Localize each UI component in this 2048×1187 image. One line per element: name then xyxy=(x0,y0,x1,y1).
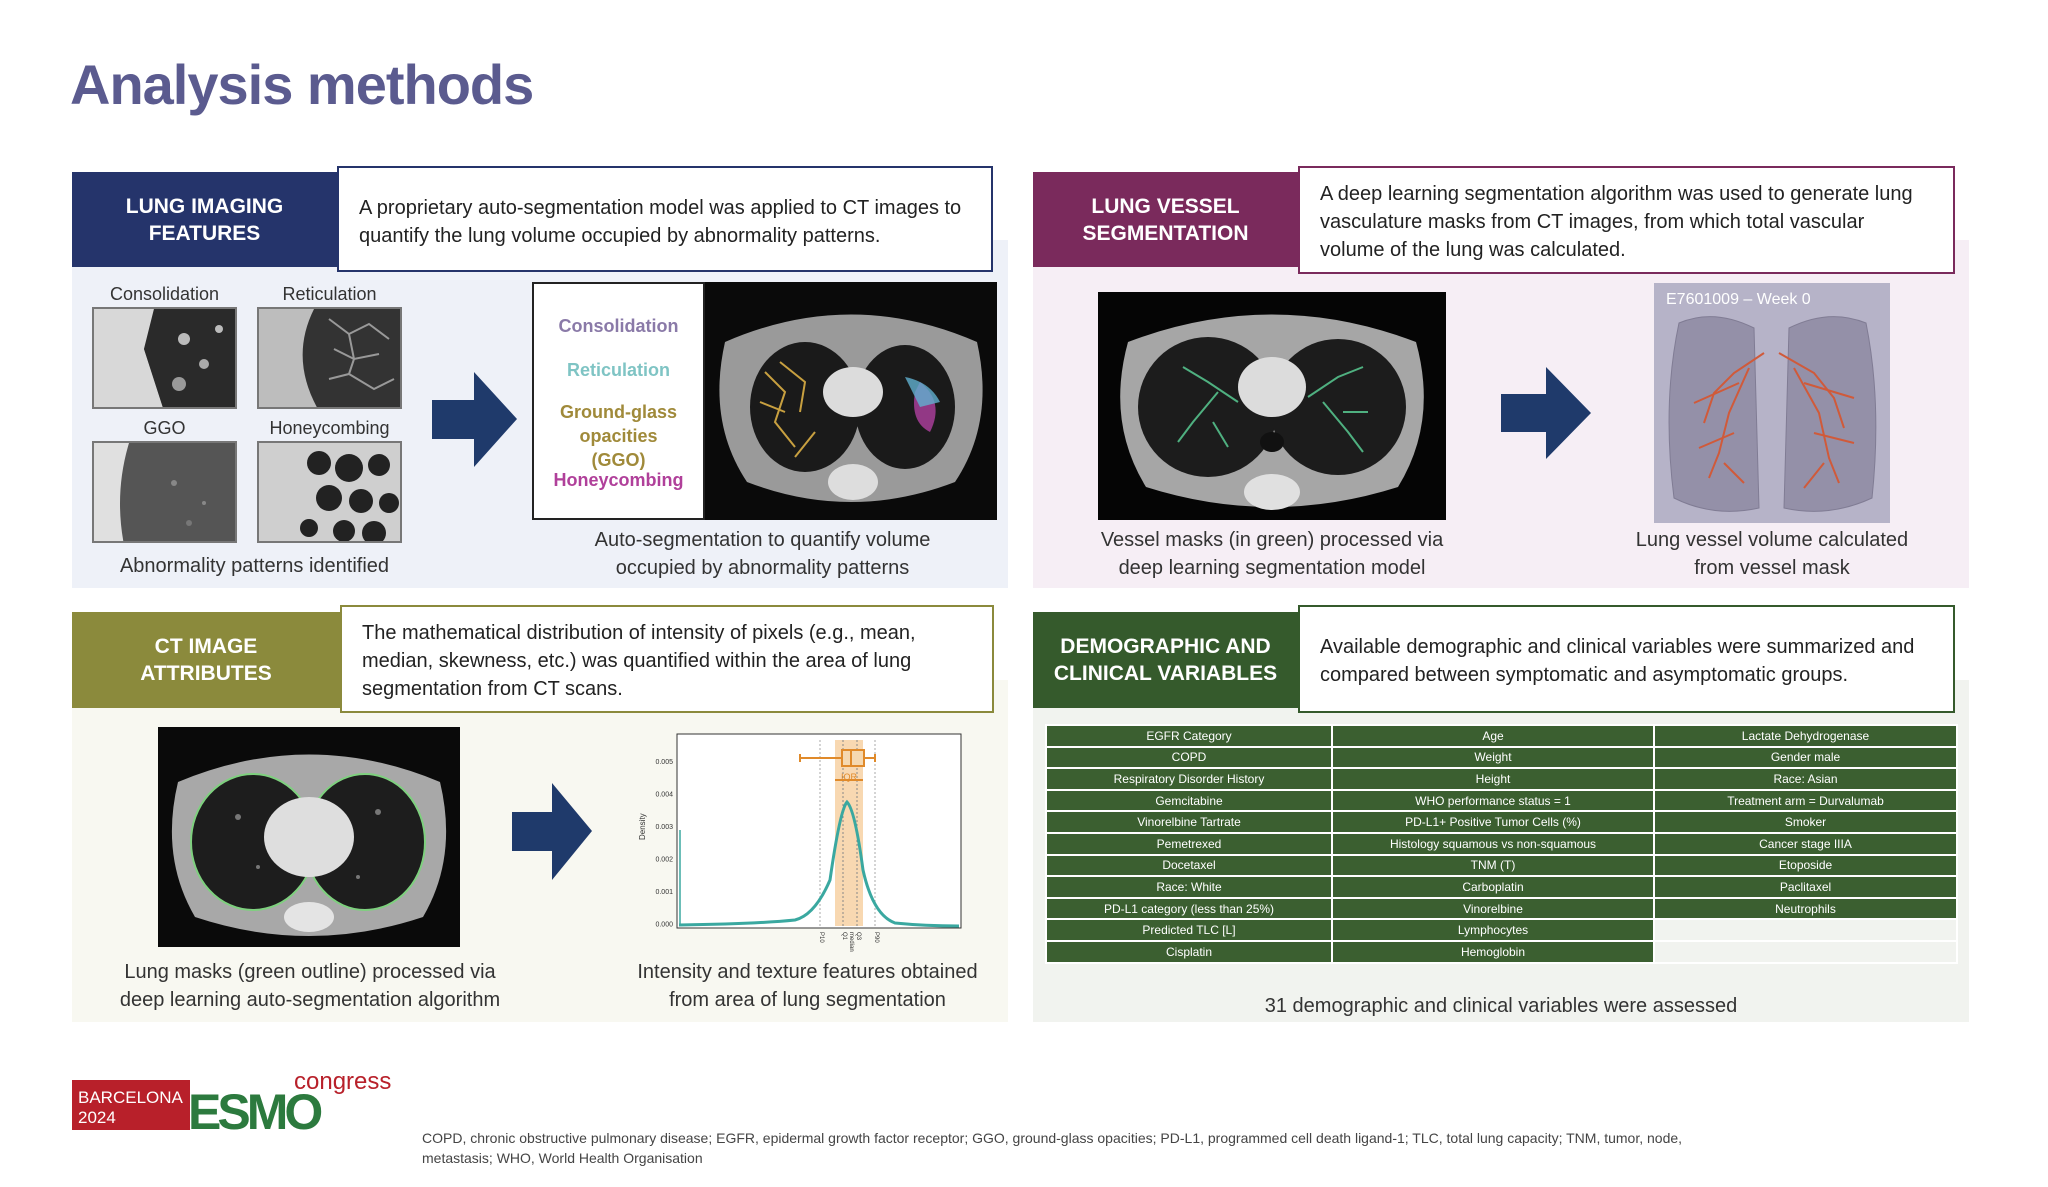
table-row xyxy=(1046,833,1957,855)
variables-caption: 31 demographic and clinical variables were assessed xyxy=(1264,995,1738,1017)
intensity-histogram xyxy=(635,730,965,962)
abnormality-legend xyxy=(532,282,705,520)
lung-vessel-description-text: A deep learning segmentation algorithm was used to generate lung vasculature masks from CT images, from which total vascular volume of the lung was calculated. xyxy=(1320,183,1913,261)
histogram-xmark: median xyxy=(848,932,854,952)
table-row xyxy=(1046,876,1957,898)
lung-vessel-description xyxy=(1298,166,1955,274)
lung-imaging-description xyxy=(337,166,993,272)
table-cell: TNM (T) xyxy=(1332,855,1654,877)
logo-city: BARCELONA xyxy=(78,1088,183,1107)
page-title: Analysis methods xyxy=(70,53,534,116)
legend-honeycombing: Honeycombing xyxy=(553,470,684,490)
table-cell: Cancer stage IIIA xyxy=(1654,833,1957,855)
histogram-xmark: P10 xyxy=(818,932,824,943)
table-cell: Age xyxy=(1332,725,1654,747)
pattern-label-consolidation: Consolidation xyxy=(109,284,220,304)
histogram-xmark: P90 xyxy=(873,932,879,943)
lung-imaging-header xyxy=(72,172,337,267)
lung-vessel-header-text: LUNG VESSEL SEGMENTATION xyxy=(1082,194,1249,245)
vessel-volume-3d-image xyxy=(1654,283,1890,523)
consolidation-image xyxy=(92,307,237,409)
lung-mask-caption: Lung masks (green outline) processed via deep learning auto-segmentation algorithm xyxy=(119,961,501,1011)
histogram-ytick: 0.001 xyxy=(655,889,673,896)
legend-reticulation: Reticulation xyxy=(566,360,670,380)
table-cell: Gemcitabine xyxy=(1046,790,1332,812)
table-row xyxy=(1046,747,1957,769)
ct-attributes-description xyxy=(340,605,994,713)
demographic-header-text: DEMOGRAPHIC AND CLINICAL VARIABLES xyxy=(1053,635,1278,685)
table-cell: Gender male xyxy=(1654,747,1957,769)
reticulation-image xyxy=(257,307,402,409)
vessel-mask-ct-image xyxy=(1098,292,1446,520)
table-cell: Race: Asian xyxy=(1654,768,1957,790)
table-cell: Respiratory Disorder History xyxy=(1046,768,1332,790)
abnormality-patterns-caption: Abnormality patterns identified xyxy=(119,555,390,577)
auto-segmentation-caption: Auto-segmentation to quantify volume occupied by abnormality patterns xyxy=(594,529,931,579)
pattern-label-honeycombing: Honeycombing xyxy=(269,418,390,438)
lung-imaging-header-text: LUNG IMAGING FEATURES xyxy=(125,194,284,245)
table-cell: WHO performance status = 1 xyxy=(1332,790,1654,812)
footnote: COPD, chronic obstructive pulmonary disease; EGFR, epidermal growth factor receptor; GGO, ground-glass opacities; PD-L1, programmed cell death ligand-1; TLC, total lung capacity; TNM, tumor, node, metastasis; WHO, World Health Organisation xyxy=(422,1130,1683,1166)
table-cell: PD-L1+ Positive Tumor Cells (%) xyxy=(1332,811,1654,833)
iqr-label: IQR xyxy=(840,772,858,782)
histogram-ytick: 0.000 xyxy=(655,921,673,929)
table-row xyxy=(1046,919,1957,941)
vessel-volume-caption: Lung vessel volume calculated from vessel mask xyxy=(1635,529,1909,579)
lung-mask-ct-image xyxy=(158,727,460,947)
table-cell: Pemetrexed xyxy=(1046,833,1332,855)
ct-attributes-description-text: The mathematical distribution of intensity of pixels (e.g., mean, median, skewness, etc.) was quantified within the area of lung segmentation from CT scans. xyxy=(362,622,916,700)
legend-consolidation: Consolidation xyxy=(558,316,679,336)
histogram-ylabel: Density xyxy=(638,813,647,840)
table-cell: Weight xyxy=(1332,747,1654,769)
demographic-description-text: Available demographic and clinical variables were summarized and compared between symptomatic and asymptomatic groups. xyxy=(1320,636,1915,686)
table-cell xyxy=(1654,919,1957,941)
logo-brand: ESMO xyxy=(188,1084,320,1135)
logo-year: 2024 xyxy=(78,1108,116,1127)
table-cell: Neutrophils xyxy=(1654,898,1957,920)
arrow-right-icon xyxy=(432,372,517,467)
ct-attributes-header-text: CT IMAGE ATTRIBUTES xyxy=(140,635,272,685)
table-row xyxy=(1046,811,1957,833)
table-cell: Predicted TLC [L] xyxy=(1046,919,1332,941)
table-cell xyxy=(1654,941,1957,963)
table-cell: Lactate Dehydrogenase xyxy=(1654,725,1957,747)
table-cell: Histology squamous vs non-squamous xyxy=(1332,833,1654,855)
table-cell: Height xyxy=(1332,768,1654,790)
vessel-mask-caption: Vessel masks (in green) processed via deep learning segmentation model xyxy=(1100,529,1444,579)
table-cell: Vinorelbine xyxy=(1332,898,1654,920)
table-row xyxy=(1046,725,1957,747)
legend-ggo: Ground-glass opacities (GGO) xyxy=(559,402,677,470)
table-cell: EGFR Category xyxy=(1046,725,1332,747)
table-row xyxy=(1046,855,1957,877)
table-row xyxy=(1046,941,1957,963)
vessel-image-label: E7601009 – Week 0 xyxy=(1666,291,1811,308)
pattern-label-ggo: GGO xyxy=(143,418,186,438)
logo-suffix: congress xyxy=(294,1068,392,1095)
ggo-image xyxy=(92,441,237,543)
histogram-xmark: Q3 xyxy=(855,932,861,941)
demographic-header xyxy=(1033,612,1298,708)
table-cell: Etoposide xyxy=(1654,855,1957,877)
lung-imaging-description-text: A proprietary auto-segmentation model was applied to CT images to quantify the lung volume occupied by abnormality patterns. xyxy=(359,197,962,247)
segmented-ct-image xyxy=(705,282,997,520)
table-cell: Hemoglobin xyxy=(1332,941,1654,963)
table-cell: Docetaxel xyxy=(1046,855,1332,877)
histogram-ytick: 0.003 xyxy=(655,824,673,831)
histogram-ytick: 0.002 xyxy=(655,856,673,864)
ct-attributes-header xyxy=(72,612,340,708)
pattern-label-reticulation: Reticulation xyxy=(282,284,377,304)
histogram-xmark: Q1 xyxy=(841,932,847,941)
table-cell: Carboplatin xyxy=(1332,876,1654,898)
table-cell: Cisplatin xyxy=(1046,941,1332,963)
arrow-right-icon xyxy=(1501,367,1591,459)
table-cell: PD-L1 category (less than 25%) xyxy=(1046,898,1332,920)
arrow-right-icon xyxy=(512,783,592,880)
histogram-ytick: 0.005 xyxy=(655,759,673,766)
table-cell: Treatment arm = Durvalumab xyxy=(1654,790,1957,812)
table-row xyxy=(1046,898,1957,920)
table-cell: Vinorelbine Tartrate xyxy=(1046,811,1332,833)
honeycombing-image xyxy=(257,441,402,543)
intensity-features-caption: Intensity and texture features obtained from area of lung segmentation xyxy=(637,961,978,1011)
table-cell: Race: White xyxy=(1046,876,1332,898)
table-row xyxy=(1046,768,1957,790)
histogram-ytick: 0.004 xyxy=(655,791,673,799)
variables-table xyxy=(1045,724,1958,964)
table-cell: COPD xyxy=(1046,747,1332,769)
table-row xyxy=(1046,790,1957,812)
table-cell: Lymphocytes xyxy=(1332,919,1654,941)
table-cell: Paclitaxel xyxy=(1654,876,1957,898)
lung-vessel-header xyxy=(1033,172,1298,267)
table-cell: Smoker xyxy=(1654,811,1957,833)
esmo-congress-logo xyxy=(72,1065,402,1135)
demographic-description xyxy=(1298,605,1955,713)
